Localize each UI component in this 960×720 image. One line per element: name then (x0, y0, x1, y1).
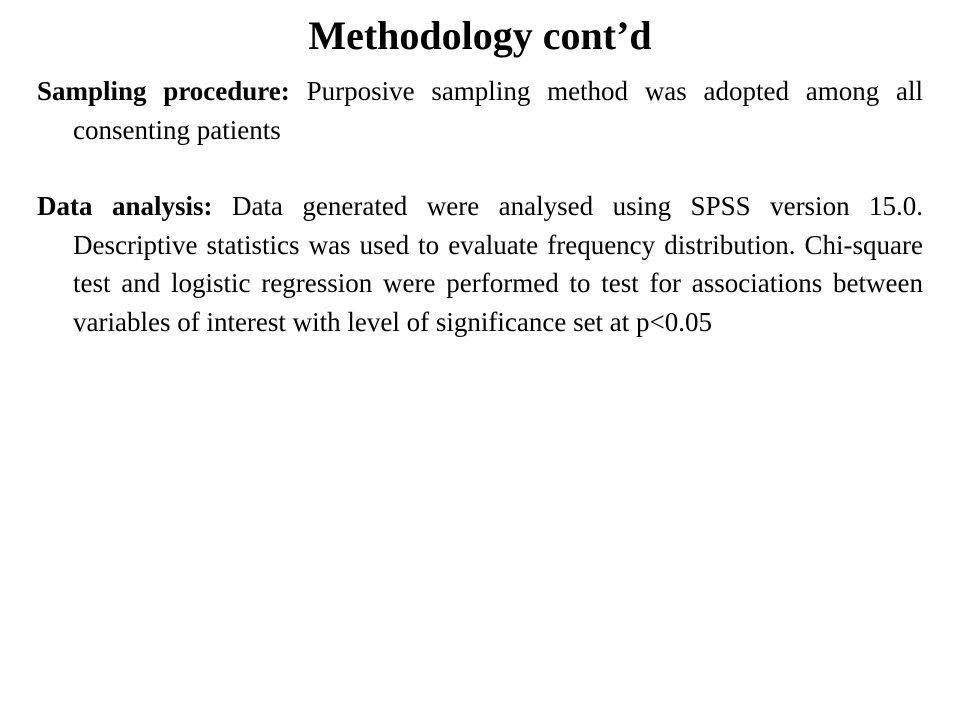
slide-title: Methodology cont’d (308, 13, 652, 58)
data-analysis-paragraph (37, 187, 923, 341)
sampling-procedure-term: Sampling procedure: (37, 76, 290, 106)
data-analysis-term: Data analysis: (37, 191, 213, 221)
sampling-procedure-paragraph (37, 72, 923, 149)
sampling-procedure-text: Purposive sampling method was adopted among all consenting patients (73, 76, 924, 145)
slide-body (37, 72, 923, 341)
data-analysis-text: Data generated were analysed using SPSS version 15.0. Descriptive statistics was used to evaluate frequency distribution. Chi-square test and logistic regression were performed to test for associations between variables of interest with level of significance set at p<0.05 (73, 191, 924, 337)
